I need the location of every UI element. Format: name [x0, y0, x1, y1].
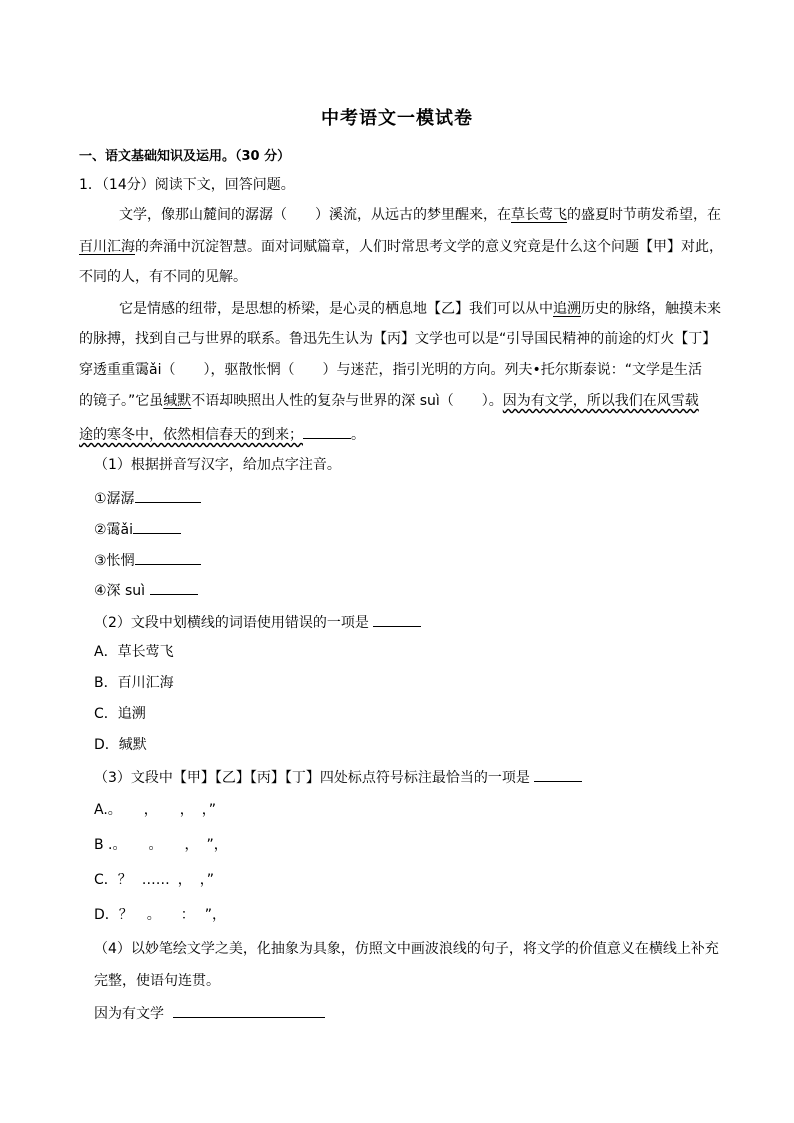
answer-blank[interactable] — [150, 580, 198, 595]
pinyin-item: ③怅惘 — [94, 550, 201, 570]
underlined-word: 百川汇海 — [79, 239, 135, 255]
passage-line: 的镜子。”它虽缄默不语却映照出人性的复杂与世界的深 suì（ ）。因为有文学，所以我们在风雪载 — [79, 393, 699, 409]
passage-line: 文学，像那山麓间的潺潺（ ）溪流，从远古的梦里醒来，在草长莺飞的盛夏时节萌发希望，在 — [119, 207, 721, 223]
underlined-word: 缄默 — [163, 393, 192, 409]
section-heading: 一、语文基础知识及运用。（30 分） — [79, 149, 291, 164]
wavy-sentence: 途的寒冬中，依然相信春天的到来； — [79, 427, 303, 443]
option-d[interactable]: D．缄默 — [94, 737, 147, 753]
answer-blank[interactable] — [135, 488, 201, 503]
pinyin-item: ④深 suì — [94, 580, 198, 600]
passage-line: 它是情感的纽带，是思想的桥梁，是心灵的栖息地【乙】我们可以从中追溯历史的脉络，触摸未来 — [119, 301, 721, 317]
option-c[interactable]: C．？ …… ， ，” — [94, 872, 215, 888]
passage-line: 穿透重重霭ǎi（ ），驱散怅惘（ ）与迷茫，指引光明的方向。列夫•托尔斯泰说：“文学是生活 — [79, 362, 702, 378]
passage-line: 的脉搏，找到自己与世界的联系。鲁迅先生认为【丙】文学也可以是“引导国民精神的前途的灯火【丁】 — [79, 331, 717, 347]
pinyin-item: ②霭ǎi — [94, 519, 181, 539]
answer-blank[interactable] — [173, 1003, 325, 1018]
answer-blank[interactable] — [373, 612, 421, 627]
sub-question-4: （4）以妙笔绘文学之美，化抽象为具象，仿照文中画波浪线的句子，将文学的价值意义在横线上补充 — [94, 941, 719, 957]
passage-line: 不同的人，有不同的见解。 — [79, 269, 247, 285]
passage-line: 百川汇海的奔涌中沉淀智慧。面对词赋篇章，人们时常思考文学的意义究竟是什么这个问题【甲】对此， — [79, 239, 723, 255]
sub-question-2: （2）文段中划横线的词语使用错误的一项是 — [94, 612, 421, 632]
answer-blank[interactable] — [135, 550, 201, 565]
option-b[interactable]: B .。 。 ， ”， — [94, 837, 228, 853]
answer-line: 因为有文学 — [94, 1003, 325, 1023]
answer-blank[interactable] — [534, 767, 582, 782]
wavy-sentence: 因为有文学，所以我们在风雪载 — [502, 393, 699, 409]
option-a[interactable]: A.。 ， ， ，” — [94, 802, 217, 818]
option-c[interactable]: C．追溯 — [94, 706, 146, 722]
option-a[interactable]: A．草长莺飞 — [94, 644, 174, 660]
underlined-word: 草长莺飞 — [511, 207, 567, 223]
page-title: 中考语文一模试卷 — [321, 108, 473, 129]
sub-question-4-cont: 完整，使语句连贯。 — [94, 973, 220, 989]
passage-line: 途的寒冬中，依然相信春天的到来； 。 — [79, 424, 365, 444]
answer-blank[interactable] — [303, 424, 351, 439]
underlined-word: 追溯 — [553, 301, 581, 317]
option-d[interactable]: D．？ 。 ： ”， — [94, 907, 227, 923]
answer-blank[interactable] — [133, 519, 181, 534]
pinyin-item: ①潺潺 — [94, 488, 201, 508]
sub-question-3: （3）文段中【甲】【乙】【丙】【丁】四处标点符号标注最恰当的一项是 — [94, 767, 582, 787]
option-b[interactable]: B．百川汇海 — [94, 675, 174, 691]
sub-question-1: （1）根据拼音写汉字，给加点字注音。 — [94, 457, 341, 473]
question-header: 1．（14分）阅读下文，回答问题。 — [79, 177, 295, 193]
